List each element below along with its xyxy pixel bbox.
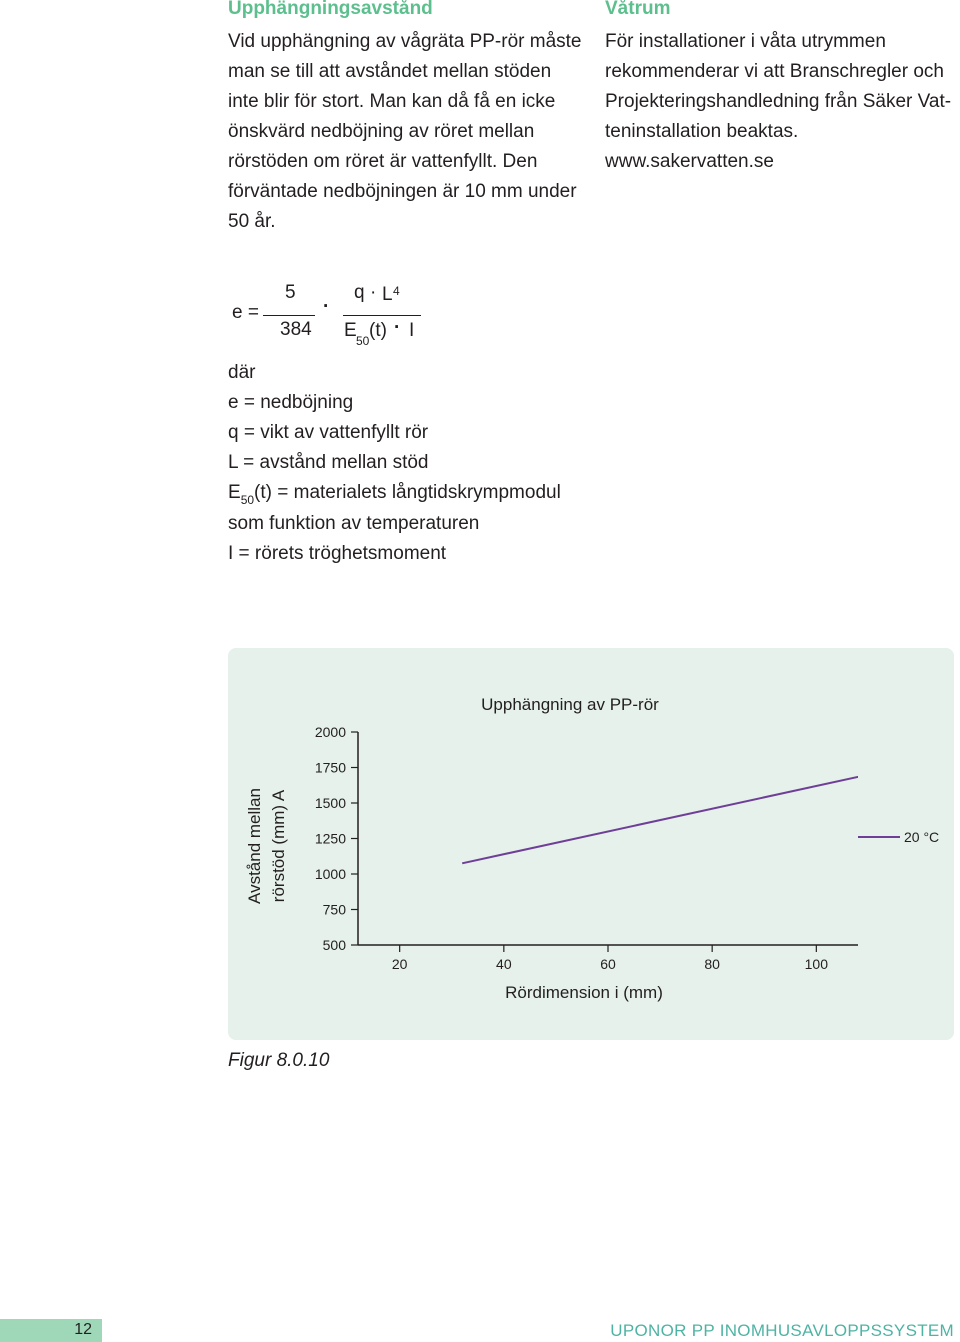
formula-t: (t) xyxy=(369,320,387,341)
series-line xyxy=(462,775,868,864)
section-heading-vatrum: Våtrum xyxy=(605,0,671,19)
left-paragraph xyxy=(228,27,581,237)
chart-title: Upphängning av PP-rör xyxy=(481,695,659,714)
definition-E-symbol: E xyxy=(228,482,241,503)
website-link[interactable]: www.sakervatten.se xyxy=(605,151,774,172)
text-line: man se till att avståndet mellan stöden xyxy=(228,61,552,82)
y-tick-label: 1500 xyxy=(314,795,346,811)
definitions-intro: där xyxy=(228,362,256,383)
y-tick-label: 1250 xyxy=(314,830,346,847)
x-tick-label: 100 xyxy=(804,956,829,972)
definition-e: e = nedböjning xyxy=(228,392,354,413)
definition-E-text: (t) = materialets långtidskrympmodul xyxy=(254,482,561,503)
fraction-bar xyxy=(343,315,421,316)
formula-E-subscript: 50 xyxy=(356,334,370,348)
x-tick-label: 60 xyxy=(600,956,616,972)
line-chart xyxy=(228,648,954,1040)
formula-multiply-dot: · xyxy=(323,296,330,317)
y-axis-label-line-2: rörstöd (mm) A xyxy=(269,789,288,903)
formula-dot-num: · xyxy=(370,282,377,303)
y-axis-label xyxy=(245,788,288,904)
y-axis-label-line-1: Avstånd mellan xyxy=(245,788,264,904)
y-tick-label: 1750 xyxy=(314,759,346,776)
text-line: rörstöden om röret är vattenfyllt. Den xyxy=(228,151,538,172)
text-line: rekommenderar vi att Branschregler och xyxy=(605,61,944,82)
page-number: 12 xyxy=(74,1321,92,1338)
chart-panel xyxy=(228,648,954,1040)
definition-L: L = avstånd mellan stöd xyxy=(228,452,429,473)
formula-q: q xyxy=(354,282,365,303)
footer-title: UPONOR PP INOMHUSAVLOPPSSYSTEM xyxy=(610,1321,954,1340)
formula-L: L xyxy=(382,284,393,305)
text-line: önskvärd nedböjning av röret mellan xyxy=(228,121,535,142)
legend-label: 20 °C xyxy=(904,829,940,845)
y-tick-label: 750 xyxy=(322,901,346,918)
text-line: inte blir för stort. Man kan då få en icke xyxy=(228,91,556,112)
text-line: 50 år. xyxy=(228,211,276,232)
formula-I: I xyxy=(409,320,415,341)
x-axis-label: Rördimension i (mm) xyxy=(505,983,663,1002)
formula-numerator-5: 5 xyxy=(285,282,296,303)
page-number-box xyxy=(0,1319,102,1342)
formula-exponent: 4 xyxy=(393,284,400,298)
x-tick-label: 20 xyxy=(391,956,408,972)
figure-caption: Figur 8.0.10 xyxy=(228,1050,330,1071)
text-line: förväntade nedböjningen är 10 mm under xyxy=(228,181,577,202)
formula-lhs: e = xyxy=(232,302,259,323)
definition-q: q = vikt av vattenfyllt rör xyxy=(228,422,429,443)
formula-denominator-384: 384 xyxy=(280,319,312,340)
definition-E xyxy=(228,478,561,509)
right-paragraph xyxy=(605,27,951,177)
definition-E-continued: som funktion av temperaturen xyxy=(228,513,480,534)
fraction-bar xyxy=(263,315,315,316)
text-line: Vid upphängning av vågräta PP-rör måste xyxy=(228,31,582,52)
text-line: teninstallation beaktas. xyxy=(605,121,799,142)
section-heading-upphangningsavstand: Upphängningsavstånd xyxy=(228,0,433,19)
definition-I: I = rörets tröghetsmoment xyxy=(228,543,447,564)
formula-E: E xyxy=(344,320,357,341)
definition-E-subscript: 50 xyxy=(240,493,255,507)
x-tick-label: 40 xyxy=(496,956,512,972)
y-tick-label: 1000 xyxy=(314,866,346,882)
formula-dot-den: · xyxy=(394,317,401,338)
x-tick-label: 80 xyxy=(704,956,720,972)
text-line: För installationer i våta utrymmen xyxy=(605,31,886,52)
y-tick-label: 2000 xyxy=(314,724,346,740)
text-line: Projekteringshandledning från Säker Vat- xyxy=(605,91,952,112)
y-tick-label: 500 xyxy=(322,937,346,953)
variable-definitions xyxy=(228,358,561,569)
